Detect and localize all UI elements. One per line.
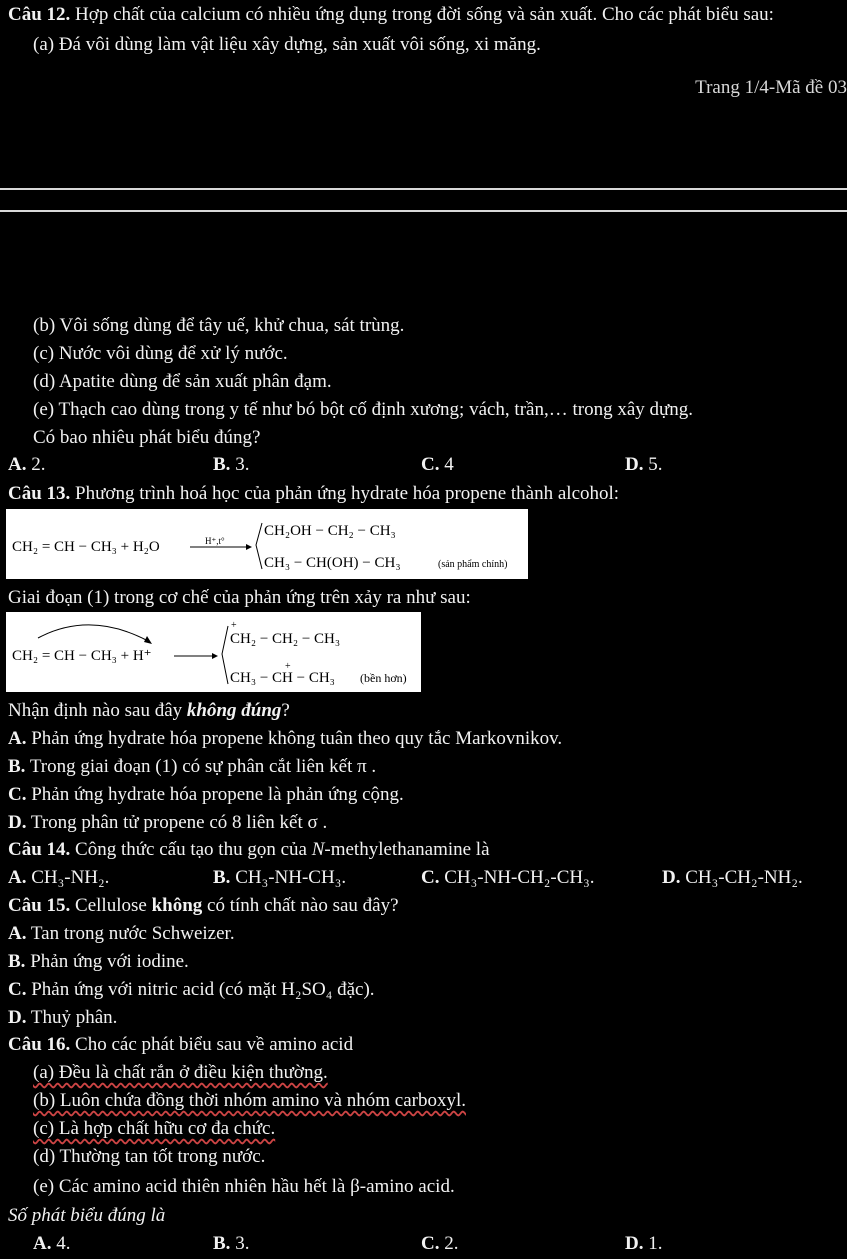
q15-option-c: [8, 976, 375, 1004]
option-key: A.: [8, 454, 27, 475]
q14-title: Câu 14.: [8, 839, 71, 860]
option-text: CH₃-NH-CH₂-CH₃.: [439, 867, 595, 888]
q12-statement-e: (e) Thạch cao dùng trong y tế như bó bột cố định xương; vách, trần,… trong xây dựng.: [33, 399, 694, 420]
option-text: CH₃-NH-CH₃.: [230, 867, 347, 888]
option-key: C.: [421, 454, 440, 475]
page-separator-bottom: [0, 210, 847, 212]
carbocation-plus-1: +: [231, 620, 237, 631]
q14-stem: [8, 836, 490, 864]
q16-option-a: [33, 1230, 70, 1258]
q16-question: [8, 1202, 165, 1230]
q15-option-d: [8, 1004, 117, 1032]
q16-stem-text: Cho các phát biểu sau về amino acid: [70, 1034, 354, 1055]
equation-hydration: [6, 509, 528, 579]
equation-mechanism: [6, 612, 421, 692]
eq2-arrow-head: [212, 653, 218, 659]
option-key: D.: [8, 1007, 27, 1028]
q16-ask-text: Số phát biểu đúng là: [8, 1205, 166, 1226]
option-key: C.: [8, 784, 27, 805]
q16-statement-c-text: (c) Là hợp chất hữu cơ đa chức.: [33, 1118, 276, 1139]
q15-stem-emphasis: không: [151, 895, 203, 916]
q16-statement-a: [33, 1059, 328, 1087]
q15-stem-post: có tính chất nào sau đây?: [202, 895, 399, 916]
q13-ask-post: ?: [281, 700, 290, 721]
q16-option-d: [625, 1230, 662, 1258]
option-key: B.: [213, 454, 231, 475]
option-text: 4: [439, 454, 454, 475]
q12-statement-b: (b) Vôi sống dùng để tây uế, khử chua, sát trùng.: [33, 315, 405, 336]
q13-option-a: [8, 725, 562, 753]
eq1-reactants: CH₂ = CH − CH₃ + H₂O: [12, 539, 160, 555]
eq2-brace: [222, 626, 228, 684]
q13-title: Câu 13.: [8, 483, 71, 504]
eq1-note: (sản phẩm chính): [438, 559, 508, 570]
page-footer: Trang 1/4-Mã đề 03: [695, 77, 847, 98]
q14-option-d: [662, 864, 803, 892]
option-key: A.: [33, 1233, 52, 1254]
q16-statement-b-text: (b) Luôn chứa đồng thời nhóm amino và nhóm carboxyl.: [33, 1090, 466, 1111]
q14-option-b: [213, 864, 346, 892]
eq2-product-1: CH₂ − CH₂ − CH₃: [230, 631, 341, 647]
option-text: Trong giai đoạn (1) có sự phân cắt liên kết π .: [25, 756, 377, 777]
page-separator-top: [0, 188, 847, 190]
q12-option-a: [8, 451, 45, 479]
option-text: Trong phân tử propene có 8 liên kết σ .: [26, 812, 328, 833]
option-text: Phản ứng với nitric acid (có mặt H₂SO₄ đặc).: [26, 979, 375, 1000]
q16-option-b: [213, 1230, 249, 1258]
q15-option-b: [8, 948, 189, 976]
eq1-arrow-head: [246, 544, 252, 550]
q12-stem-text: Hợp chất của calcium có nhiều ứng dụng trong đời sống và sản xuất. Cho các phát biểu sau:: [70, 4, 774, 25]
option-text: Thuỷ phân.: [26, 1007, 118, 1028]
eq2-product-2: CH₃ − CH − CH₃: [230, 670, 335, 686]
q15-option-a: [8, 920, 235, 948]
q14-stem-post: -methylethanamine là: [324, 839, 490, 860]
option-key: B.: [8, 756, 26, 777]
q12-title: Câu 12.: [8, 4, 71, 25]
q16-statement-b: [33, 1087, 466, 1115]
option-key: A.: [8, 867, 27, 888]
option-text: Phản ứng hydrate hóa propene là phản ứng cộng.: [26, 784, 404, 805]
q13-stem: [8, 480, 619, 508]
option-text: Phản ứng với iodine.: [25, 951, 189, 972]
option-text: CH₃-CH₂-NH₂.: [680, 867, 803, 888]
option-text: 3.: [230, 1233, 250, 1254]
q12-option-c: [421, 451, 454, 479]
q13-question: [8, 697, 290, 725]
q15-stem-pre: Cellulose: [70, 895, 152, 916]
option-key: D.: [662, 867, 681, 888]
eq1-product-2: CH₃ − CH(OH) − CH₃: [264, 555, 401, 571]
q14-option-a: [8, 864, 109, 892]
q14-stem-pre: Công thức cấu tạo thu gọn của: [70, 839, 312, 860]
q12-option-d: [625, 451, 662, 479]
q16-statement-e: (e) Các amino acid thiên nhiên hầu hết là β-amino acid.: [33, 1176, 455, 1197]
q16-title: Câu 16.: [8, 1034, 71, 1055]
q13-ask-emphasis: không đúng: [186, 700, 282, 721]
q13-option-d: [8, 809, 327, 837]
q12-statement-c: (c) Nước vôi dùng để xử lý nước.: [33, 343, 288, 364]
q13-stem-text: Phương trình hoá học của phản ứng hydrate hóa propene thành alcohol:: [70, 483, 620, 504]
option-key: A.: [8, 728, 27, 749]
q15-stem: [8, 892, 399, 920]
option-text: CH₃-NH₂.: [26, 867, 110, 888]
option-key: A.: [8, 923, 27, 944]
q15-title: Câu 15.: [8, 895, 71, 916]
q16-statement-d: (d) Thường tan tốt trong nước.: [33, 1146, 266, 1167]
q13-option-c: [8, 781, 404, 809]
option-key: C.: [421, 1233, 440, 1254]
q14-option-c: [421, 864, 594, 892]
curved-arrow-head: [144, 636, 152, 644]
q16-stem: [8, 1031, 353, 1059]
q16-option-c: [421, 1230, 458, 1258]
curved-arrow: [38, 625, 150, 642]
option-text: Tan trong nước Schweizer.: [26, 923, 235, 944]
q13-option-b: [8, 753, 376, 781]
option-text: Phản ứng hydrate hóa propene không tuân theo quy tắc Markovnikov.: [26, 728, 563, 749]
q13-ask-pre: Nhận định nào sau đây: [8, 700, 187, 721]
option-text: 2.: [26, 454, 46, 475]
q12-option-b: [213, 451, 249, 479]
option-text: 5.: [643, 454, 663, 475]
eq1-product-1: CH₂OH − CH₂ − CH₃: [264, 523, 396, 539]
option-text: 1.: [643, 1233, 663, 1254]
q12-statement-a: (a) Đá vôi dùng làm vật liệu xây dựng, sản xuất vôi sống, xi măng.: [33, 34, 541, 55]
q12-question: Có bao nhiêu phát biểu đúng?: [33, 427, 261, 448]
option-key: D.: [625, 1233, 644, 1254]
option-text: 3.: [230, 454, 250, 475]
option-key: B.: [8, 951, 26, 972]
eq1-condition: H⁺,t°: [205, 536, 225, 546]
q13-stage: Giai đoạn (1) trong cơ chế của phản ứng trên xảy ra như sau:: [8, 587, 471, 608]
q16-statement-c: [33, 1115, 275, 1143]
option-text: 2.: [439, 1233, 459, 1254]
q12-stem: [8, 1, 774, 29]
option-key: C.: [421, 867, 440, 888]
q16-statement-a-text: (a) Đều là chất rắn ở điều kiện thường.: [33, 1062, 328, 1083]
carbocation-plus-2: +: [285, 661, 291, 672]
option-key: D.: [8, 812, 27, 833]
option-key: B.: [213, 1233, 231, 1254]
eq2-note: (bền hơn): [360, 671, 407, 685]
option-key: D.: [625, 454, 644, 475]
eq2-reactants: CH₂ = CH − CH₃ + H⁺: [12, 648, 152, 664]
option-key: C.: [8, 979, 27, 1000]
q14-stem-emphasis: N: [311, 839, 325, 860]
q12-statement-d: (d) Apatite dùng để sản xuất phân đạm.: [33, 371, 332, 392]
eq1-brace: [256, 523, 262, 569]
option-text: 4.: [51, 1233, 71, 1254]
option-key: B.: [213, 867, 231, 888]
